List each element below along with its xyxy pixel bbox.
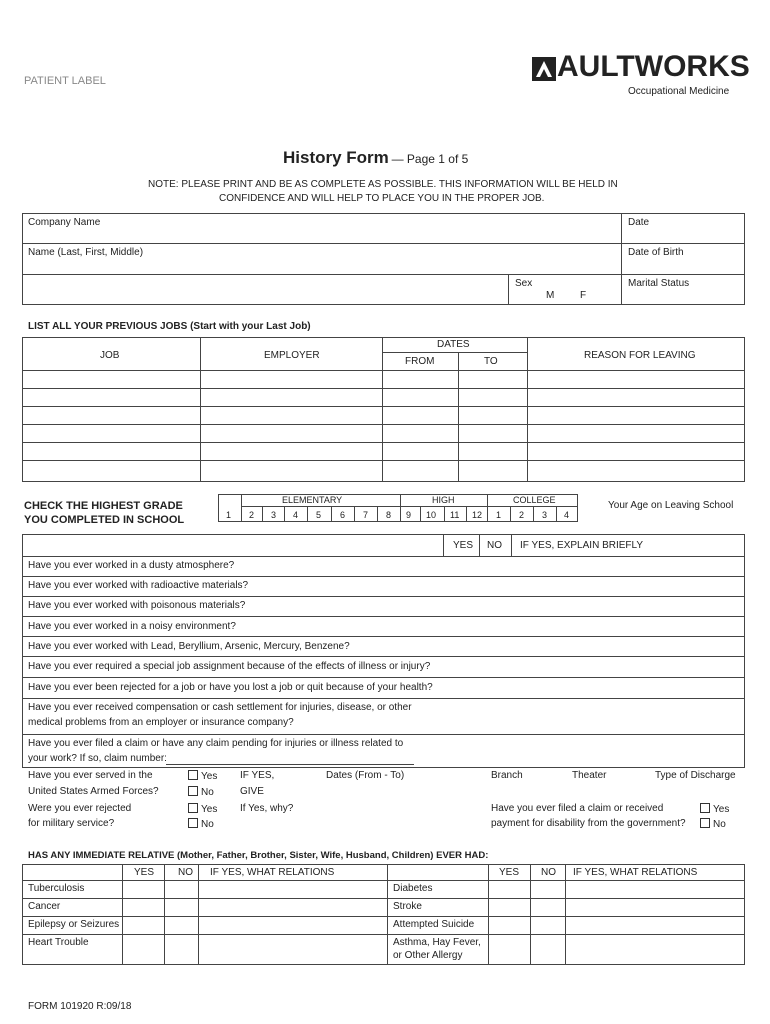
rel-diabetes: Diabetes (393, 883, 433, 894)
company-name-label: Company Name (28, 217, 101, 228)
checkbox-icon[interactable] (188, 818, 198, 828)
rel-suicide: Attempted Suicide (393, 919, 475, 930)
rel-no-left: NO (178, 867, 193, 878)
q-no-header: NO (487, 540, 502, 551)
claim-number-line[interactable] (166, 764, 414, 765)
military-served-1: Have you ever served in the (28, 770, 153, 781)
grade-8[interactable]: 8 (386, 510, 392, 520)
question-lead: Have you ever worked with Lead, Beryllium, Arsenic, Mercury, Benzene? (28, 641, 350, 652)
grade-6[interactable]: 6 (340, 510, 346, 520)
rel-yes-left: YES (134, 867, 155, 878)
rel-cancer: Cancer (28, 901, 61, 912)
grade-9[interactable]: 9 (406, 510, 412, 520)
q-explain-header: IF YES, EXPLAIN BRIEFLY (520, 540, 644, 551)
form-title (283, 148, 468, 171)
gov-claim-yes[interactable]: Yes (700, 803, 729, 816)
checkbox-icon[interactable] (188, 770, 198, 780)
grade-4[interactable]: 4 (293, 510, 299, 520)
question-claim-2: your work? If so, claim number: (28, 753, 167, 764)
sex-m[interactable]: M (546, 290, 555, 301)
grade-10[interactable]: 10 (426, 510, 437, 520)
aultworks-logo (532, 57, 556, 84)
rejected-no[interactable]: No (188, 818, 214, 831)
rel-heart: Heart Trouble (28, 937, 89, 948)
gov-claim-no[interactable]: No (700, 818, 726, 831)
grade-12[interactable]: 12 (472, 510, 483, 520)
checkbox-icon[interactable] (700, 803, 710, 813)
rel-relations-left: IF YES, WHAT RELATIONS (210, 867, 335, 878)
grade-label-1: CHECK THE HIGHEST GRADE (24, 500, 183, 512)
grade-5[interactable]: 5 (316, 510, 322, 520)
patient-label: PATIENT LABEL (24, 75, 106, 87)
grade-label-2: YOU COMPLETED IN SCHOOL (24, 514, 185, 526)
question-compensation-2: medical problems from an employer or insurance company? (28, 717, 294, 728)
military-rejected-2: for military service? (28, 818, 115, 829)
question-compensation-1: Have you ever received compensation or cash settlement for injuries, disease, or other (28, 702, 412, 713)
grade-3[interactable]: 3 (271, 510, 277, 520)
jobs-heading: LIST ALL YOUR PREVIOUS JOBS (Start with your Last Job) (28, 321, 311, 332)
age-leaving-label: Your Age on Leaving School (608, 500, 734, 511)
col-job: JOB (100, 350, 120, 361)
logo-icon (532, 57, 556, 81)
rel-yes-right: YES (499, 867, 520, 878)
question-claim-1: Have you ever filed a claim or have any claim pending for injuries or illness related to (28, 738, 404, 749)
military-theater: Theater (572, 770, 607, 781)
checkbox-icon[interactable] (700, 818, 710, 828)
rejected-why: If Yes, why? (240, 803, 294, 814)
rel-stroke: Stroke (393, 901, 422, 912)
military-served-2: United States Armed Forces? (28, 786, 159, 797)
rel-asthma-2: or Other Allergy (393, 950, 463, 961)
gov-claim-1: Have you ever filed a claim or received (491, 803, 664, 814)
rel-relations-right: IF YES, WHAT RELATIONS (573, 867, 698, 878)
col-to: TO (484, 356, 498, 367)
rel-no-right: NO (541, 867, 556, 878)
rel-epilepsy: Epilepsy or Seizures (28, 919, 120, 930)
college-1[interactable]: 1 (496, 510, 502, 520)
date-label: Date (628, 217, 650, 228)
college-2[interactable]: 2 (519, 510, 525, 520)
grade-11[interactable]: 11 (450, 510, 460, 520)
rejected-yes[interactable]: Yes (188, 803, 217, 816)
dob-label: Date of Birth (628, 247, 684, 258)
checkbox-icon[interactable] (188, 786, 198, 796)
relatives-heading: HAS ANY IMMEDIATE RELATIVE (Mother, Father, Brother, Sister, Wife, Husband, Children) EVER HAD: (28, 850, 489, 861)
sex-label: Sex (515, 278, 533, 289)
title-main: History Form (283, 148, 389, 167)
note-line-2: CONFIDENCE AND WILL HELP TO PLACE YOU IN THE PROPER JOB. (219, 193, 545, 204)
military-if-yes: IF YES, (240, 770, 275, 781)
question-radioactive: Have you ever worked with radioactive materials? (28, 580, 249, 591)
name-label: Name (Last, First, Middle) (28, 247, 144, 258)
gov-claim-2: payment for disability from the government? (491, 818, 686, 829)
military-no[interactable]: No (188, 786, 214, 799)
col-from: FROM (405, 356, 435, 367)
military-yes[interactable]: Yes (188, 770, 217, 783)
question-rejected-job: Have you ever been rejected for a job or have you lost a job or quit because of your health? (28, 682, 433, 693)
title-page: — Page 1 of 5 (391, 152, 469, 166)
college-4[interactable]: 4 (564, 510, 570, 520)
college-label: COLLEGE (513, 495, 556, 505)
brand-name: AULTWORKS (557, 50, 750, 83)
military-discharge: Type of Discharge (655, 770, 736, 781)
elementary-label: ELEMENTARY (282, 495, 343, 505)
military-branch: Branch (491, 770, 523, 781)
college-3[interactable]: 3 (542, 510, 548, 520)
col-dates: DATES (437, 339, 470, 350)
military-give: GIVE (240, 786, 264, 797)
brand-tagline: Occupational Medicine (628, 86, 730, 97)
question-special-assignment: Have you ever required a special job assignment because of the effects of illness or injury? (28, 661, 431, 672)
col-reason: REASON FOR LEAVING (584, 350, 696, 361)
rel-tuberculosis: Tuberculosis (28, 883, 85, 894)
question-poisonous: Have you ever worked with poisonous materials? (28, 600, 246, 611)
question-noisy: Have you ever worked in a noisy environment? (28, 621, 236, 632)
note-line-1: NOTE: PLEASE PRINT AND BE AS COMPLETE AS POSSIBLE. THIS INFORMATION WILL BE HELD IN (148, 179, 618, 190)
q-yes-header: YES (453, 540, 474, 551)
question-dusty: Have you ever worked in a dusty atmosphere? (28, 560, 235, 571)
grade-1[interactable]: 1 (226, 510, 232, 520)
high-label: HIGH (432, 495, 455, 505)
rel-asthma-1: Asthma, Hay Fever, (393, 937, 481, 948)
grade-7[interactable]: 7 (363, 510, 369, 520)
military-dates: Dates (From - To) (326, 770, 405, 781)
sex-f[interactable]: F (580, 290, 587, 301)
grade-2[interactable]: 2 (249, 510, 255, 520)
form-id: FORM 101920 R:09/18 (28, 1001, 132, 1012)
marital-status-label: Marital Status (628, 278, 690, 289)
checkbox-icon[interactable] (188, 803, 198, 813)
col-employer: EMPLOYER (264, 350, 320, 361)
military-rejected-1: Were you ever rejected (28, 803, 132, 814)
